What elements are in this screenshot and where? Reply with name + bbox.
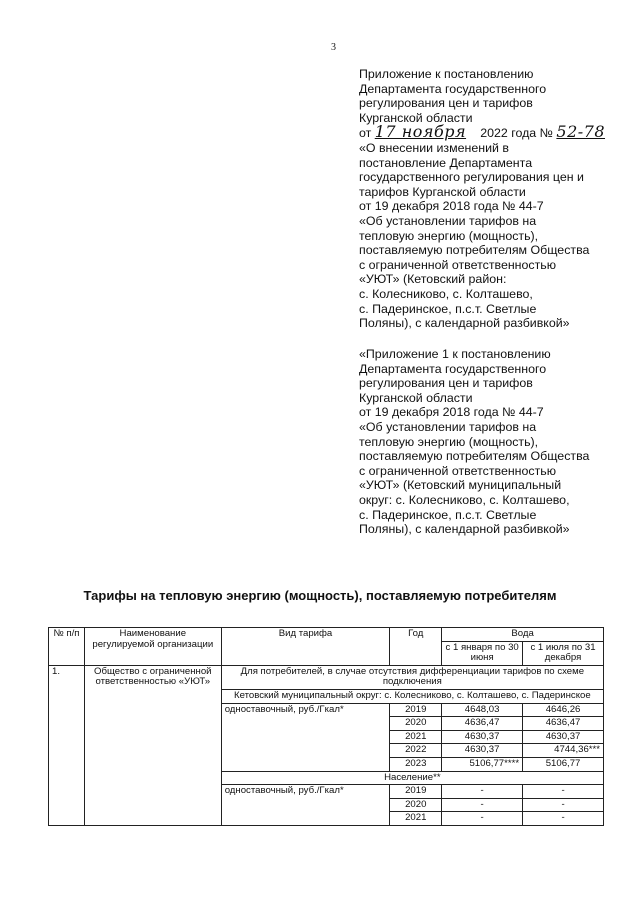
year-cell: 2022 <box>390 744 442 758</box>
org-name: Общество с ограниченной ответственностью «УЮТ» <box>84 665 221 825</box>
appendix1-line: регулирования цен и тарифов <box>359 376 533 391</box>
appendix-line: Поляны), с календарной разбивкой» <box>359 316 570 331</box>
year-text: 2022 года № <box>480 126 553 141</box>
year-cell: 2021 <box>390 812 442 826</box>
value-cell: - <box>442 785 523 799</box>
appendix-line: государственного регулирования цен и <box>359 170 584 185</box>
appendix-line: регулирования цен и тарифов <box>359 96 533 111</box>
handwritten-date: 17 ноября <box>374 122 467 142</box>
year-cell: 2020 <box>390 717 442 731</box>
value-cell: 4648,03 <box>442 703 523 717</box>
appendix-line: с ограниченной ответственностью <box>359 257 557 272</box>
appendix-line: Курганской области <box>359 110 473 125</box>
value-cell: 4744,36*** <box>523 744 604 758</box>
appendix1-line: поставляемую потребителям Общества <box>359 449 590 464</box>
appendix-line: постановление Департамента <box>359 155 533 170</box>
year-cell: 2019 <box>390 785 442 799</box>
subsection-title: Кетовский муниципальный округ: с. Колесниково, с. Колташево, с. Падеринское <box>221 689 603 703</box>
handwritten-number: 52-78 <box>556 122 606 142</box>
appendix1-line: с ограниченной ответственностью <box>359 463 557 478</box>
appendix-line: тепловую энергию (мощность), <box>359 228 539 243</box>
appendix1-line: «УЮТ» (Кетовский муниципальный <box>359 478 562 493</box>
header-org: Наименование регулируемой организации <box>84 628 221 666</box>
value-cell: 4646,26 <box>523 703 604 717</box>
appendix-line: тарифов Курганской области <box>359 184 526 199</box>
appendix-line: «УЮТ» (Кетовский район: <box>359 272 507 287</box>
value-cell: 4630,37 <box>523 730 604 744</box>
value-cell: 4636,47 <box>523 717 604 731</box>
appendix1-line: Курганской области <box>359 390 473 405</box>
appendix-line: от 19 декабря 2018 года № 44-7 <box>359 199 544 214</box>
appendix1-line: от 19 декабря 2018 года № 44-7 <box>359 405 544 420</box>
appendix-line: с. Колесниково, с. Колташево, <box>359 286 533 301</box>
header-period2: с 1 июля по 31 декабря <box>523 641 604 665</box>
header-period1: с 1 января по 30 июня <box>442 641 523 665</box>
value-cell: 5106,77**** <box>442 757 523 771</box>
appendix1-line: «Об установлении тарифов на <box>359 419 537 434</box>
value-cell: 4630,37 <box>442 730 523 744</box>
header-tariff-type: Вид тарифа <box>221 628 390 666</box>
appendix-line: «Об установлении тарифов на <box>359 213 537 228</box>
header-water: Вода <box>442 628 604 642</box>
year-cell: 2019 <box>390 703 442 717</box>
from-prefix: от <box>359 126 372 141</box>
section-title: Для потребителей, в случае отсутствия дифференциации тарифов по схеме подключения <box>221 665 603 689</box>
value-cell: - <box>523 798 604 812</box>
appendix1-header <box>359 347 629 537</box>
appendix-line: Департамента государственного <box>359 81 547 96</box>
tariff-type: одноставочный, руб./Гкал* <box>221 703 390 771</box>
value-cell: - <box>442 812 523 826</box>
value-cell: - <box>442 798 523 812</box>
page-number: 3 <box>331 42 336 53</box>
value-cell: 5106,77 <box>523 757 604 771</box>
appendix-line: «О внесении изменений в <box>359 140 509 155</box>
appendix-line: Приложение к постановлению <box>359 67 534 81</box>
appendix1-line: Департамента государственного <box>359 361 547 376</box>
appendix1-line: «Приложение 1 к постановлению <box>359 347 551 361</box>
value-cell: - <box>523 785 604 799</box>
table-header-row <box>49 628 604 642</box>
table-row <box>49 665 604 689</box>
header-num: № п/п <box>49 628 85 666</box>
document-title: Тарифы на тепловую энергию (мощность), поставляемую потребителям <box>83 588 557 603</box>
section-title: Население** <box>221 771 603 785</box>
year-cell: 2020 <box>390 798 442 812</box>
tariff-type: одноставочный, руб./Гкал* <box>221 785 390 826</box>
value-cell: 4630,37 <box>442 744 523 758</box>
appendix1-line: Поляны), с календарной разбивкой» <box>359 522 570 537</box>
appendix-line: с. Падеринское, п.с.т. Светлые <box>359 301 537 316</box>
year-cell: 2023 <box>390 757 442 771</box>
value-cell: 4636,47 <box>442 717 523 731</box>
tariffs-table <box>48 627 604 826</box>
appendix-date-line <box>359 122 629 142</box>
value-cell: - <box>523 812 604 826</box>
appendix1-line: с. Падеринское, п.с.т. Светлые <box>359 507 537 522</box>
appendix1-line: тепловую энергию (мощность), <box>359 434 539 449</box>
appendix1-line: округ: с. Колесниково, с. Колташево, <box>359 492 570 507</box>
year-cell: 2021 <box>390 730 442 744</box>
header-year: Год <box>390 628 442 666</box>
row-number: 1. <box>49 665 85 825</box>
appendix-header <box>359 67 629 331</box>
appendix-line: поставляемую потребителям Общества <box>359 243 590 258</box>
